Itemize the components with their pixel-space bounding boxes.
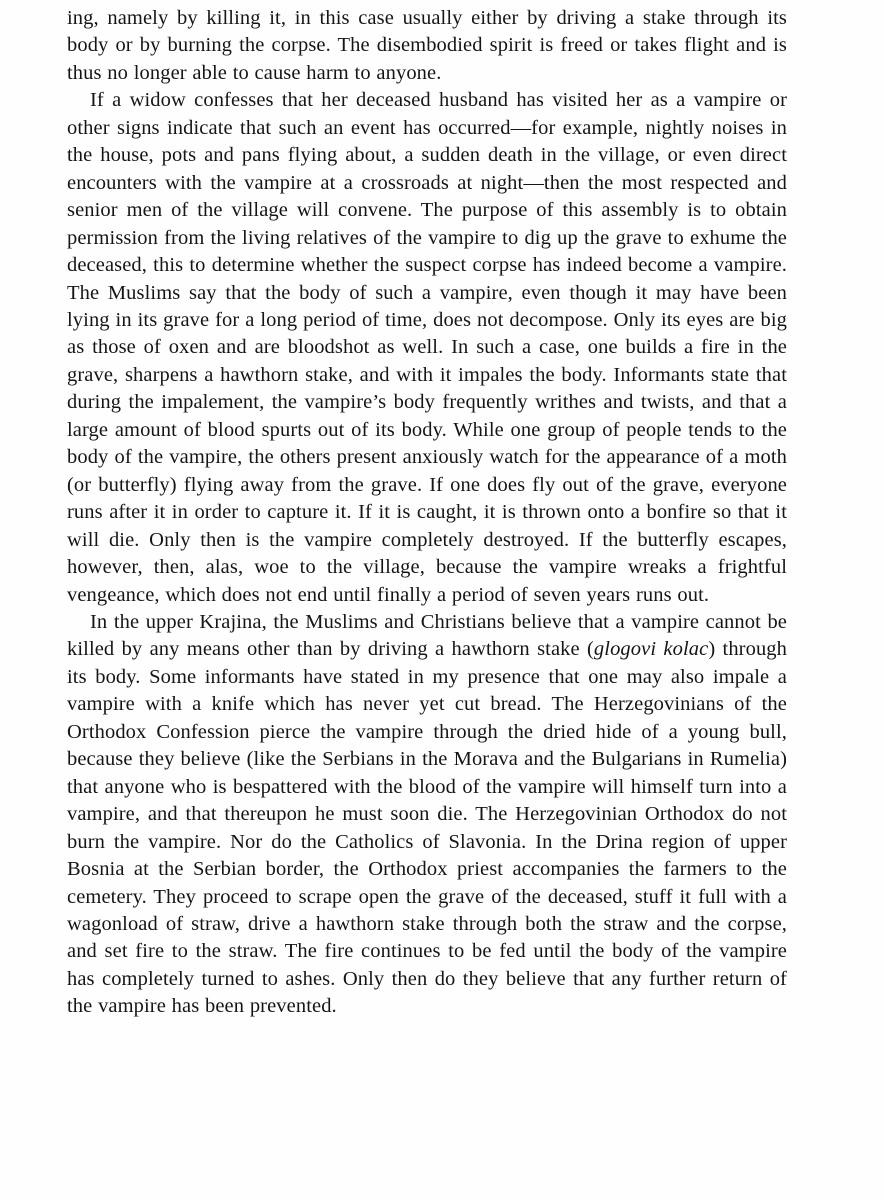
paragraph-segment: In the upper Krajina, the Muslims and Christians believe that a vampire cannot be killed by any means other than by driving a hawthorn stake (	[67, 610, 787, 661]
paragraph-continuation: ing, namely by killing it, in this case usually either by driving a stake through its body or by burning the corpse. The disembodied spirit is freed or takes flight and is thus no longer able to cause harm to anyone.	[67, 7, 787, 84]
paragraph-widow-confession: If a widow confesses that her deceased husband has visited her as a vampire or other signs indicate that such an event has occurred—for example, nightly noises in the house, pots and pans flying about, a sudden death in the village, or even direct encounters with the vampire at a crossroads at night—then the most respected and senior men of the village will convene. The purpose of this assembly is to obtain permission from the living relatives of the vampire to dig up the grave to exhume the deceased, this to determine whether the suspect corpse has indeed become a vampire. The Muslims say that the body of such a vampire, even though it may have been lying in its grave for a long period of time, does not decompose. Only its eyes are big as those of oxen and are bloodshot as well. In such a case, one builds a fire in the grave, sharpens a hawthorn stake, and with it impales the body. Informants state that during the impalement, the vampire’s body frequently writhes and twists, and that a large amount of blood spurts out of its body. While one group of people tends to the body of the vampire, the others present anxiously watch for the appearance of a moth (or butterfly) flying away from the grave. If one does fly out of the grave, everyone runs after it in order to capture it. If it is caught, it is thrown onto a bonfire so that it will die. Only then is the vampire completely destroyed. If the butterfly escapes, however, then, alas, woe to the village, because the vampire wreaks a frightful vengeance, which does not end until finally a period of seven years runs out.	[67, 89, 787, 606]
italic-foreign-term: glogovi kolac	[593, 638, 709, 661]
paragraph-upper-krajina	[67, 609, 787, 1021]
paragraph-segment: ) through its body. Some informants have stated in my presence that one may also impale a vampire with a knife which has never yet cut bread. The Herzegovinians of the Orthodox Confession pierce the vampire through the dried hide of a young bull, because they believe (like the Serbians in the Morava and the Bulgarians in Rumelia) that anyone who is bespattered with the blood of the vampire will himself turn into a vampire, and that thereupon he must soon die. The Herzegovinian Orthodox do not burn the vampire. Nor do the Catholics of Slavonia. In the Drina region of upper Bosnia at the Serbian border, the Orthodox priest accompanies the farmers to the cemetery. They proceed to scrape open the grave of the deceased, stuff it full with a wagonload of straw, drive a hawthorn stake through both the straw and the corpse, and set fire to the straw. The fire continues to be fed until the body of the vampire has completely turned to ashes. Only then do they believe that any further return of the vampire has been prevented.	[67, 638, 788, 1018]
